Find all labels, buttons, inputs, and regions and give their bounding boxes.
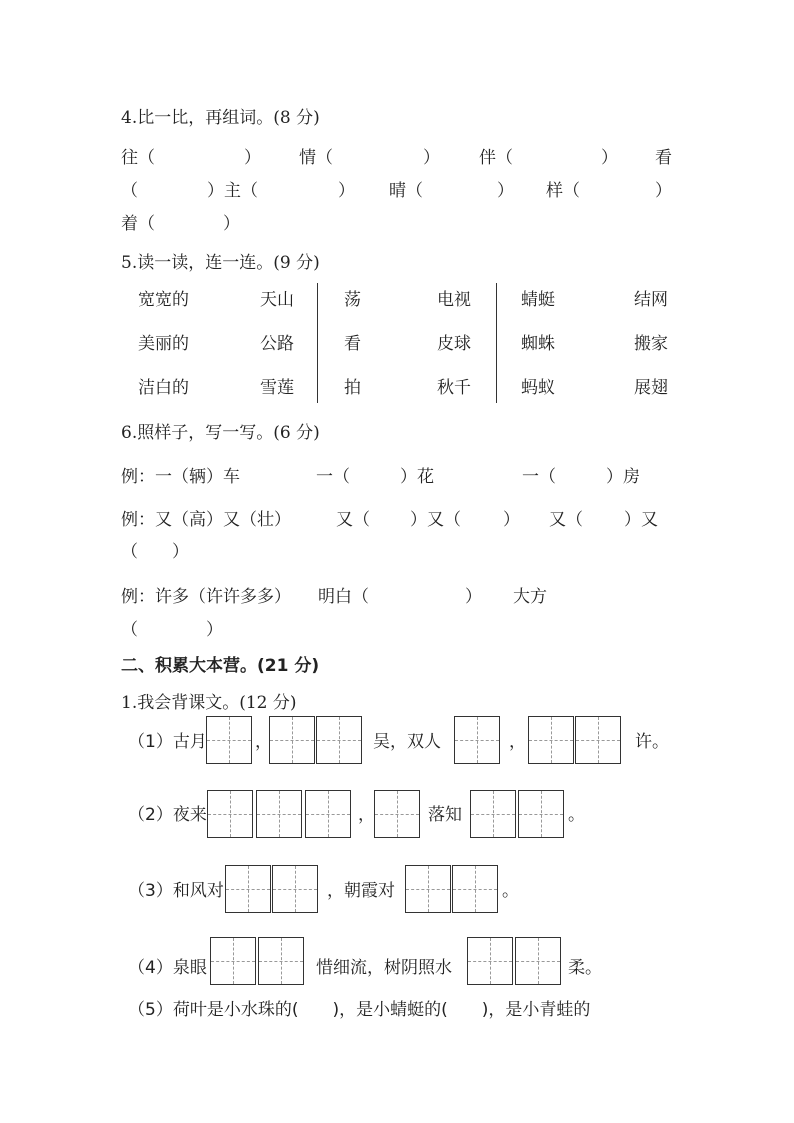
- q6-example-3-cont: （ ）: [121, 620, 223, 640]
- match-item: 蜘蛛: [521, 334, 555, 354]
- match-item: 展翅: [634, 378, 668, 398]
- writing-box[interactable]: [269, 716, 315, 764]
- writing-box[interactable]: [515, 937, 561, 985]
- section-heading: 二、积累大本营。(21 分): [121, 656, 320, 676]
- match-item: 美丽的: [138, 334, 189, 354]
- writing-box[interactable]: [454, 716, 500, 764]
- column-divider: [317, 283, 318, 403]
- match-item: 电视: [437, 290, 471, 310]
- match-item: 拍: [344, 378, 361, 398]
- writing-box[interactable]: [305, 790, 351, 838]
- writing-box[interactable]: [206, 716, 252, 764]
- q1-title: 1.我会背课文。(12 分): [121, 693, 297, 713]
- match-item: 结网: [634, 290, 668, 310]
- writing-box[interactable]: [528, 716, 574, 764]
- match-item: 宽宽的: [138, 290, 189, 310]
- writing-box[interactable]: [575, 716, 621, 764]
- writing-box[interactable]: [258, 937, 304, 985]
- match-item: 搬家: [634, 334, 668, 354]
- writing-box[interactable]: [207, 790, 253, 838]
- match-item: 蚂蚁: [521, 378, 555, 398]
- writing-box[interactable]: [452, 865, 498, 913]
- writing-box[interactable]: [316, 716, 362, 764]
- column-divider: [496, 283, 497, 403]
- writing-box[interactable]: [518, 790, 564, 838]
- writing-box[interactable]: [272, 865, 318, 913]
- q4-item-zhu: ）主（: [207, 181, 258, 201]
- writing-box[interactable]: [467, 937, 513, 985]
- q4-item-yang: 样（: [546, 181, 580, 201]
- match-item: 荡: [344, 290, 361, 310]
- q4-item-wang: 往（: [121, 148, 155, 168]
- match-item: 蜻蜓: [521, 290, 555, 310]
- match-item: 雪莲: [260, 378, 294, 398]
- match-item: 公路: [260, 334, 294, 354]
- q4-item-qing: 情（: [299, 148, 333, 168]
- match-item: 天山: [260, 290, 294, 310]
- q4-title: 4.比一比，再组词。(8 分): [121, 108, 320, 128]
- match-item: 看: [344, 334, 361, 354]
- match-item: 秋千: [437, 378, 471, 398]
- q4-item-qing2: 晴（: [389, 181, 423, 201]
- match-item: 洁白的: [138, 378, 189, 398]
- q4-item-zhe: 着（ ）: [121, 214, 240, 234]
- writing-box[interactable]: [210, 937, 256, 985]
- writing-box[interactable]: [374, 790, 420, 838]
- q4-item-ban: 伴（: [479, 148, 513, 168]
- q4-item-kan: 看: [655, 148, 672, 168]
- writing-box[interactable]: [256, 790, 302, 838]
- q6-example-2-cont: （ ）: [121, 542, 189, 562]
- q5-title: 5.读一读，连一连。(9 分): [121, 253, 320, 273]
- writing-box[interactable]: [225, 865, 271, 913]
- writing-box[interactable]: [470, 790, 516, 838]
- q6-title: 6.照样子，写一写。(6 分): [121, 423, 320, 443]
- writing-box[interactable]: [405, 865, 451, 913]
- match-item: 皮球: [437, 334, 471, 354]
- recite-line-5: （5）荷叶是小水珠的( )，是小蜻蜓的( )，是小青蛙的: [128, 1000, 591, 1020]
